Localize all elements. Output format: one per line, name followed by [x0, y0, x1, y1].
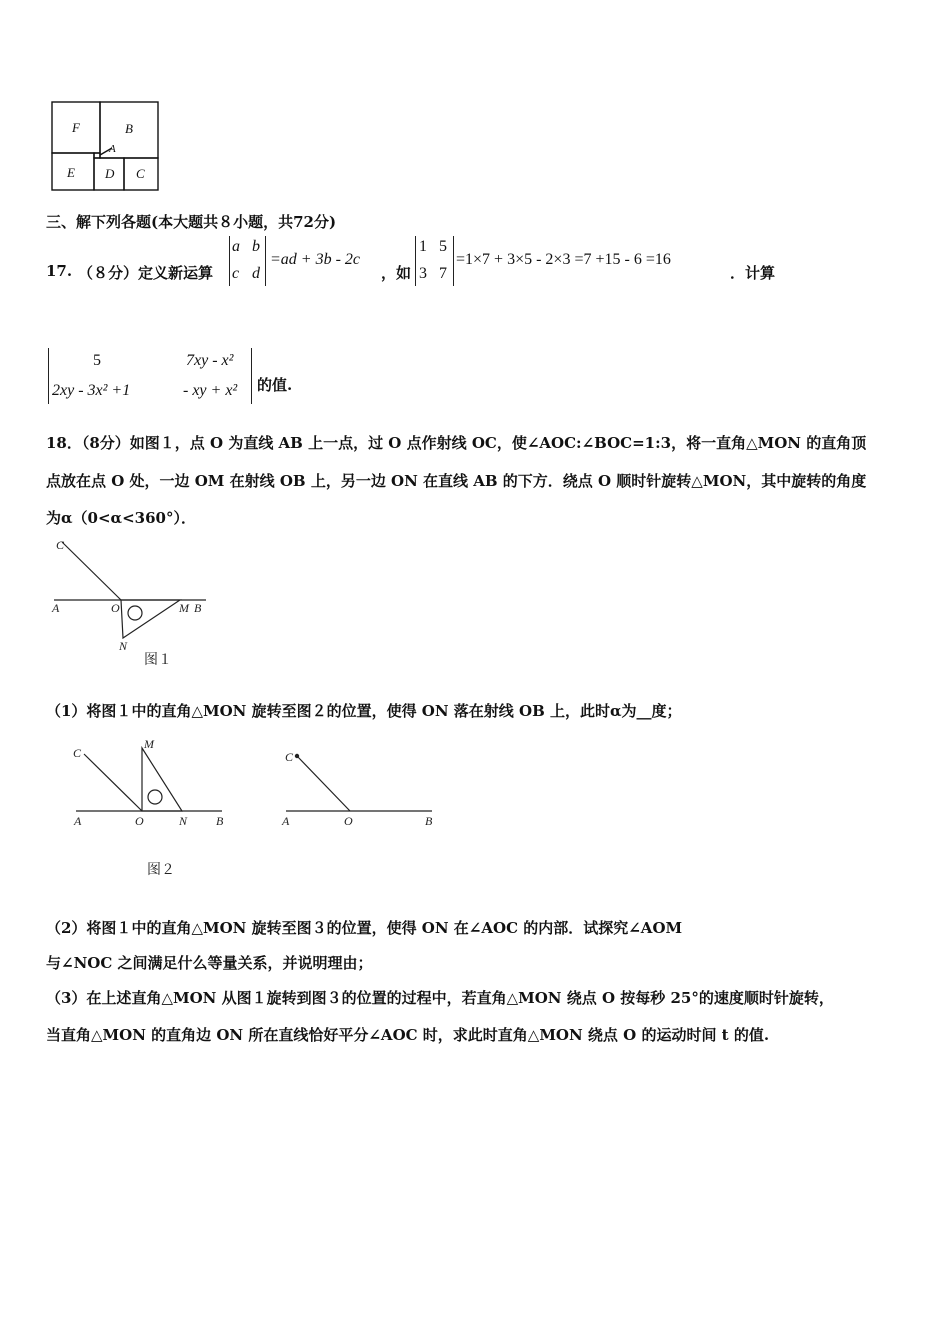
det-def-rhs: =ad + 3b - 2c — [270, 251, 361, 268]
q17-value: 的值. — [257, 376, 293, 394]
f2-label-m: M — [144, 737, 154, 751]
f2-label-c: C — [73, 746, 82, 760]
triangle-mon — [142, 748, 182, 811]
q18-part-2-line-2: 与∠NOC 之间满足什么等量关系，并说明理由； — [46, 954, 373, 972]
q18-part-3-line-1: （3）在上述直角△MON 从图１旋转到图３的位置的过程中，若直角△MON 绕点 O 按每秒 25°的速度顺时针旋转， — [46, 989, 834, 1007]
triangle-hole — [128, 606, 142, 620]
figure-2-blank — [278, 736, 443, 836]
ex-b: 5 — [439, 238, 447, 255]
f1-label-b: B — [194, 601, 202, 615]
f1-caption: 图１ — [144, 653, 172, 668]
label-d: D — [105, 166, 115, 181]
m-b: 7xy - x² — [186, 352, 234, 369]
ex-right-bar — [453, 236, 454, 286]
f2-caption: 图２ — [147, 863, 175, 878]
det-right-bar — [265, 236, 266, 286]
triangle-mon — [121, 600, 180, 638]
figure-2 — [66, 736, 236, 881]
figure-1 — [46, 532, 216, 672]
ex-d: 7 — [439, 265, 447, 282]
f1-label-n: N — [119, 639, 128, 653]
ex-rhs: =1×7 + 3×5 - 2×3 =7 +15 - 6 =16 — [456, 251, 671, 268]
m-a: 5 — [93, 352, 101, 369]
q18-part-2-line-1: （2）将图１中的直角△MON 旋转至图３的位置，使得 ON 在∠AOC 的内部．试探究∠AOM — [46, 919, 683, 937]
det-a: a — [232, 238, 240, 255]
label-e: E — [67, 165, 75, 180]
q17-ru: ，如 — [381, 264, 412, 282]
ray-oc — [62, 542, 121, 600]
m-right-bar — [251, 348, 252, 404]
det-d: d — [252, 265, 260, 282]
det-left-bar — [229, 236, 230, 286]
q17-intro: （８分）定义新运算 — [78, 264, 214, 282]
f2-label-n: N — [179, 814, 188, 828]
section-title: 三、解下列各题(本大题共８小题，共72分) — [46, 213, 337, 231]
f1-label-o: O — [111, 601, 120, 615]
f1-label-a: A — [52, 601, 60, 615]
label-a: A — [109, 143, 116, 155]
f2-label-o: O — [135, 814, 144, 828]
q17-compute: ．计算 — [730, 264, 776, 282]
q18-part-1: （1）将图１中的直角△MON 旋转至图２的位置，使得 ON 落在射线 OB 上，此时α为__度； — [46, 702, 682, 720]
q18-line-1: 18．（8分）如图１，点 O 为直线 AB 上一点，过 O 点作射线 OC，使∠AOC:∠BOC=1:3，将一直角△MON 的直角顶 — [46, 434, 867, 452]
m-c: 2xy - 3x² +1 — [52, 382, 131, 399]
m-left-bar — [48, 348, 49, 404]
f2b-label-c: C — [285, 750, 294, 764]
q17-number: 17. — [46, 262, 73, 280]
f1-label-c: C — [56, 538, 65, 552]
m-d: - xy + x² — [183, 382, 238, 399]
label-b: B — [125, 121, 133, 136]
label-f: F — [72, 120, 80, 135]
triangle-hole — [148, 790, 162, 804]
q18-line-3: 为α（0<α<360°）． — [46, 509, 196, 527]
ex-left-bar — [415, 236, 416, 286]
q18-line-2: 点放在点 O 处，一边 OM 在射线 OB 上，另一边 ON 在直线 AB 的下方．绕点 O 顺时针旋转△MON，其中旋转的角度 — [46, 472, 867, 490]
q18-part-3-line-2: 当直角△MON 的直角边 ON 所在直线恰好平分∠AOC 时，求此时直角△MON 绕点 O 的运动时间 t 的值. — [46, 1026, 770, 1044]
question-17 — [0, 0, 950, 420]
ray-oc — [84, 754, 142, 811]
f2-label-a: A — [74, 814, 82, 828]
label-c: C — [136, 166, 145, 181]
f2b-label-b: B — [425, 814, 433, 828]
det-c: c — [232, 265, 240, 282]
f1-label-m: M — [179, 601, 189, 615]
f2b-label-o: O — [344, 814, 353, 828]
det-b: b — [252, 238, 260, 255]
f2b-label-a: A — [282, 814, 290, 828]
f2-label-b: B — [216, 814, 224, 828]
ray-oc — [297, 756, 350, 811]
ex-c: 3 — [419, 265, 427, 282]
ex-a: 1 — [419, 238, 427, 255]
